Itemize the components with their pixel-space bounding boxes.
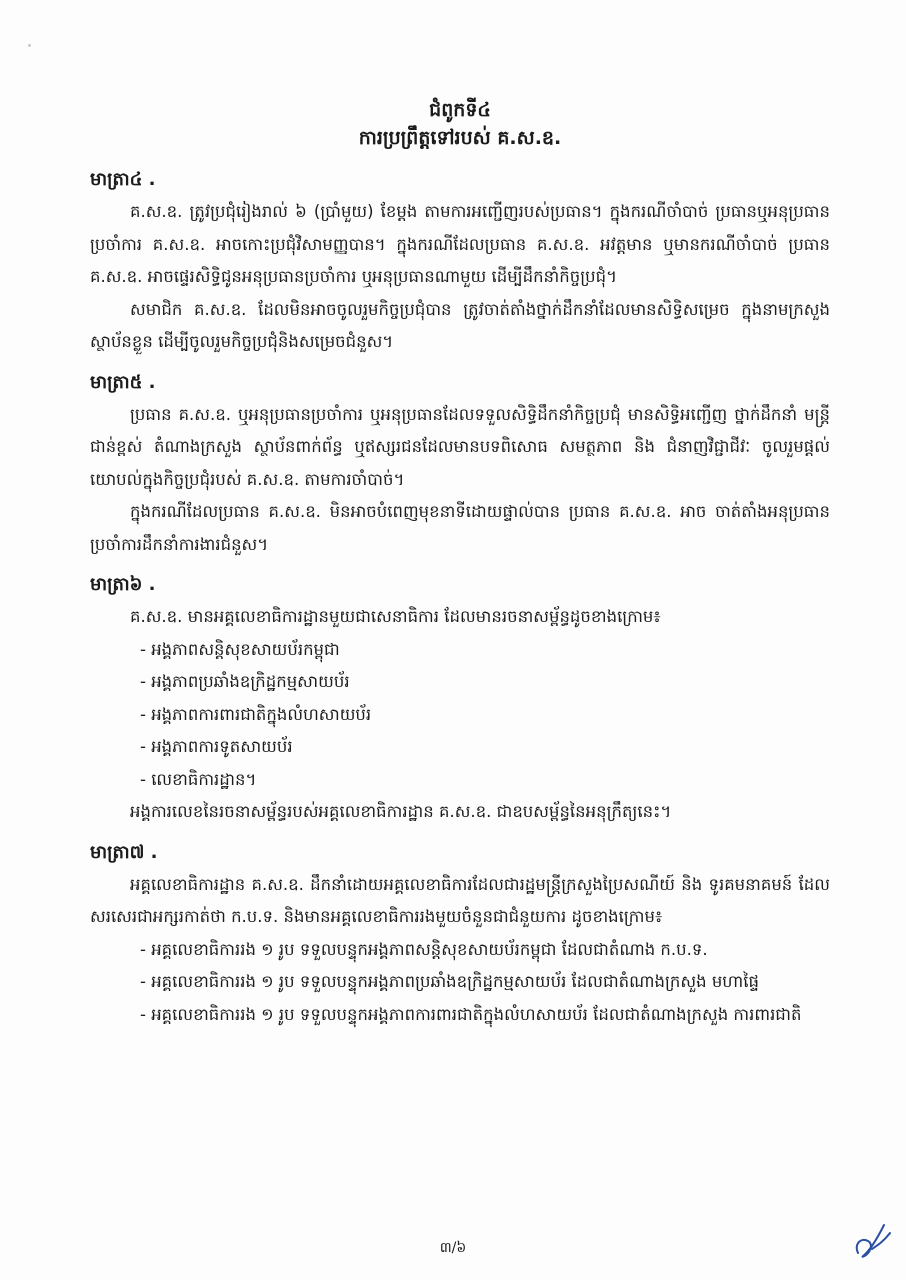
article-heading: មាត្រា៥ . [90,371,156,393]
article-heading: មាត្រា៦ . [90,574,156,595]
structure-list [90,634,830,797]
list-item: - អង្គភាពការពារជាតិក្នុងលំហសាយប័រ [140,704,372,724]
article-paragraph: ក្នុងករណីដែលប្រធាន គ.ស.ឧ. មិនអាចបំពេញមុខនាទីដោយផ្ទាល់បាន ប្រធាន គ.ស.ឧ. អាច ចាត់តាំងអនុប្រធានប្រចាំការដឹកនាំការងារជំនួស។ [90,502,830,554]
list-item: - អង្គភាពសន្តិសុខសាយប័រកម្ពុជា [140,639,340,659]
article-5 [90,369,830,562]
scan-speck [28,44,31,47]
article-7 [90,839,830,1032]
signature-icon [850,1215,894,1265]
page-number: ៣/៦ [439,1240,467,1256]
list-item: - អគ្គលេខាធិការរង ១ រូប ទទួលបន្ទុកអង្គភាពការពារជាតិក្នុងលំហសាយប័រ ដែលជាតំណាងក្រសួង ការពារជាតិ [140,1004,802,1024]
list-item: - អគ្គលេខាធិការរង ១ រូប ទទួលបន្ទុកអង្គភាពសន្តិសុខសាយប័រកម្ពុជា ដែលជាតំណាង ក.ប.ទ. [140,939,708,959]
chapter-subtitle: ការប្រព្រឹត្តទៅរបស់ គ.ស.ឧ. [358,127,562,149]
deputy-list [90,934,830,1032]
article-4 [90,166,830,359]
article-closing: អង្គការលេខនៃរចនាសម្ព័ន្ធរបស់អគ្គលេខាធិការដ្ឋាន គ.ស.ឧ. ជាឧបសម្ព័ន្ធនៃអនុក្រឹត្យនេះ។ [130,802,672,821]
article-intro: គ.ស.ឧ. មានអគ្គលេខាធិការដ្ឋានមួយជាសេនាធិការ ដែលមានរចនាសម្ព័ន្ធដូចខាងក្រោម៖ [130,607,661,626]
chapter-title: ជំពូកទី៤ [429,99,491,121]
article-paragraph: គ.ស.ឧ. ត្រូវប្រជុំរៀងរាល់ ៦ (ប្រាំមួយ) ខែម្តង តាមការអញ្ជើញរបស់ប្រធាន។ ក្នុងករណីចាំបាច់ ប្រធានឬអនុប្រធានប្រចាំការ គ.ស.ឧ. អាចកោះប្រជុំវិសាមញ្ញបាន។ ក្នុងករណីដែលប្រធាន គ.ស.ឧ. អវត្តមាន ឬមានករណីចាំបាច់ ប្រធាន គ.ស.ឧ. អាចផ្ទេរសិទ្ធិជូនអនុប្រធានប្រចាំការ ឬអនុប្រធានណាមួយ ដើម្បីដឹកនាំកិច្ចប្រជុំ។ [90,202,830,286]
article-paragraph: ប្រធាន គ.ស.ឧ. ឬអនុប្រធានប្រចាំការ ឬអនុប្រធានដែលទទួលសិទ្ធិដឹកនាំកិច្ចប្រជុំ មានសិទ្ធិអញ្ជើញ ថ្នាក់ដឹកនាំ មន្ត្រីជាន់ខ្ពស់ តំណាងក្រសួង ស្ថាប័នពាក់ព័ន្ធ ឬឥស្សរជនដែលមានបទពិសោធ សមត្ថភាព និង ជំនាញវិជ្ជាជីវៈ ចូលរួមផ្តល់យោបល់ក្នុងកិច្ចប្រជុំរបស់ គ.ស.ឧ. តាមការចាំបាច់។ [90,404,830,489]
article-paragraph: សមាជិក គ.ស.ឧ. ដែលមិនអាចចូលរួមកិច្ចប្រជុំបាន ត្រូវចាត់តាំងថ្នាក់ដឹកនាំដែលមានសិទ្ធិសម្រេច ក្នុងនាមក្រសួង ស្ថាប័នខ្លួន ដើម្បីចូលរួមកិច្ចប្រជុំនិងសម្រេចជំនួស។ [90,299,830,351]
article-heading: មាត្រា៤ . [90,169,156,190]
list-item: - អគ្គលេខាធិការរង ១ រូប ទទួលបន្ទុកអង្គភាពប្រឆាំងឧក្រិដ្ឋកម្មសាយប័រ ដែលជាតំណាងក្រសួង មហាផ្ទៃ [140,972,759,991]
article-intro: អគ្គលេខាធិការដ្ឋាន គ.ស.ឧ. ដឹកនាំដោយអគ្គលេខាធិការដែលជារដ្ឋមន្ត្រីក្រសួងប្រៃសណីយ៍ និង ទូរគមនាគមន៍ ដែលសរសេរជាអក្សរកាត់ថា ក.ប.ទ. និងមានអគ្គលេខាធិការរងមួយចំនួនជាជំនួយការ ដូចខាងក្រោម៖ [90,874,830,926]
article-heading: មាត្រា៧ . [90,841,158,863]
article-6 [90,571,830,829]
list-item: - អង្គភាពការទូតសាយប័រ [140,737,293,756]
document-body [90,96,830,1031]
list-item: - លេខាធិការដ្ឋាន។ [140,769,257,789]
list-item: - អង្គភាពប្រឆាំងឧក្រិដ្ឋកម្មសាយប័រ [140,672,350,691]
